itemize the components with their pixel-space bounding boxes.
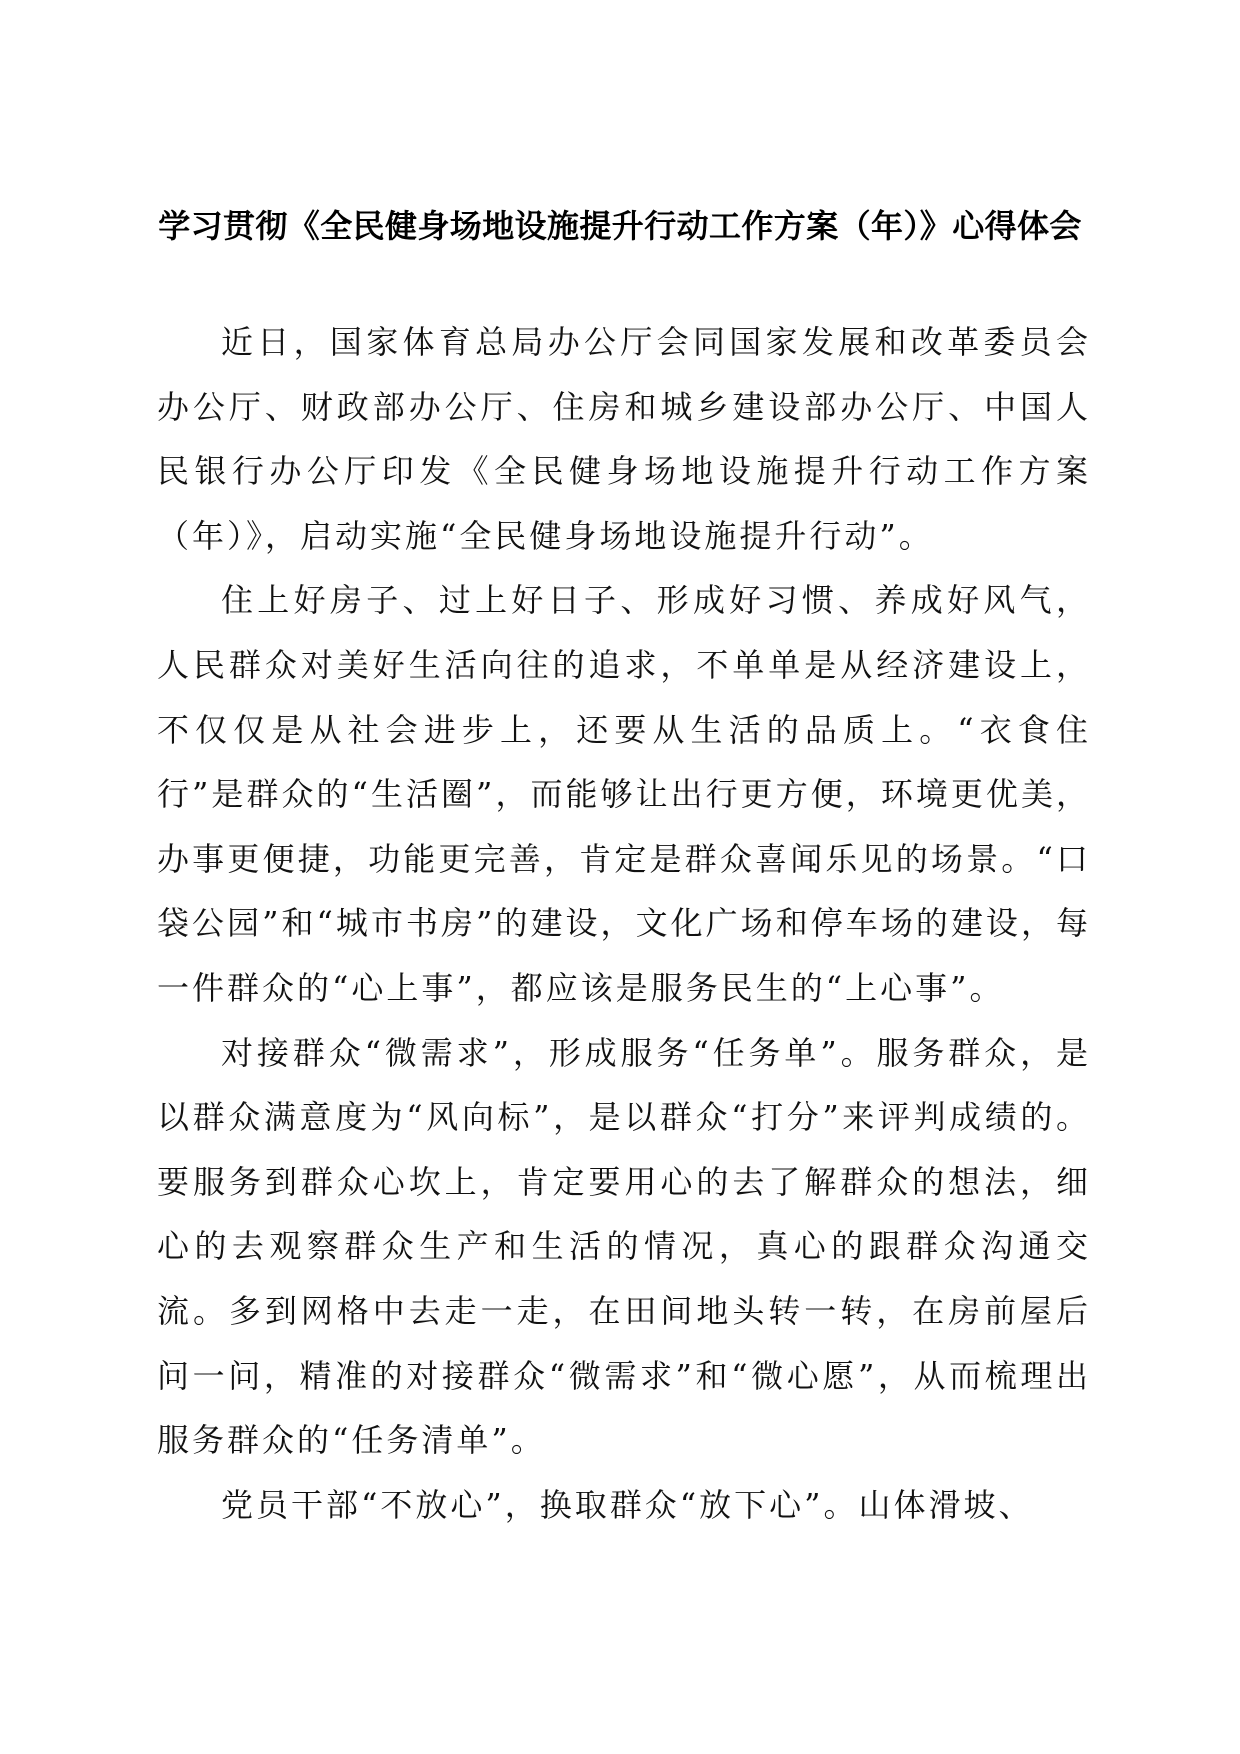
paragraph: 近日，国家体育总局办公厅会同国家发展和改革委员会办公厅、财政部办公厅、住房和城乡建设部办公厅、中国人民银行办公厅印发《全民健身场地设施提升行动工作方案（年）》，启动实施“全民健身场地设施提升行动”。 — [157, 323, 1091, 555]
paragraph: 对接群众“微需求”，形成服务“任务单”。服务群众，是以群众满意度为“风向标”，是以群众“打分”来评判成绩的。要服务到群众心坎上，肯定要用心的去了解群众的想法，细心的去观察群众生产和生活的情况，真心的跟群众沟通交流。多到网格中去走一走，在田间地头转一转，在房前屋后问一问，精准的对接群众“微需求”和“微心愿”，从而梳理出服务群众的“任务清单”。 — [157, 1033, 1091, 1460]
paragraph: 住上好房子、过上好日子、形成好习惯、养成好风气，人民群众对美好生活向往的追求，不单单是从经济建设上，不仅仅是从社会进步上，还要从生活的品质上。“衣食住行”是群众的“生活圈”，而能够让出行更方便，环境更优美，办事更便捷，功能更完善，肯定是群众喜闻乐见的场景。“口袋公园”和“城市书房”的建设，文化广场和停车场的建设，每一件群众的“心上事”，都应该是服务民生的“上心事”。 — [157, 581, 1091, 1007]
paragraph: 党员干部“不放心”，换取群众“放下心”。山体滑坡、 — [221, 1485, 1034, 1524]
document-title: 学习贯彻《全民健身场地设施提升行动工作方案（年）》心得体会 — [158, 207, 1082, 246]
document-body — [157, 310, 1091, 1537]
